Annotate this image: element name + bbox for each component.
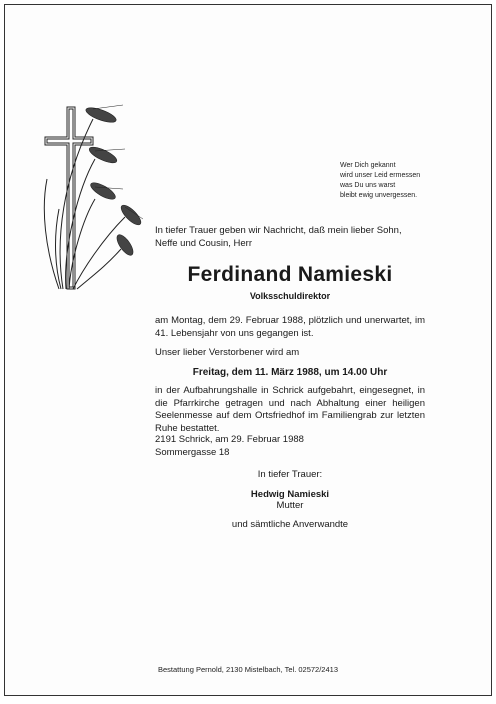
deceased-title: Volksschuldirektor (249, 291, 331, 301)
funeral-intro: Unser lieber Verstorbener wird am (155, 347, 300, 358)
place-line: 2191 Schrick, am 29. Februar 1988 (155, 434, 304, 445)
intro-text: In tiefer Trauer geben wir Nachricht, daß mein lieber Sohn, Neffe und Cousin, Herr (155, 225, 402, 249)
memorial-poem (340, 161, 420, 201)
funeral-date: Freitag, dem 11. März 1988, um 14.00 Uhr (192, 367, 388, 378)
poem-line: wird unser Leid ermessen (340, 172, 421, 179)
address-line: Sommergasse 18 (155, 446, 230, 458)
poem-line: Wer Dich gekannt (340, 162, 396, 169)
obituary-page (4, 4, 492, 696)
mourner (155, 489, 425, 511)
poem-line: bleibt ewig unvergessen. (340, 192, 418, 199)
mourner-name: Hedwig Namieski (250, 489, 330, 500)
place-date (155, 434, 425, 459)
funeral-text: in der Aufbahrungshalle in Schrick aufgebahrt, eingesegnet, in die Pfarrkirche getragen und nach Abhaltung einer heiligen Seelenmesse auf dem Ortsfriedhof im Familiengrab zur letzten Ruhe bestattet. (155, 385, 425, 434)
mourning-label: In tiefer Trauer: (257, 469, 323, 480)
mourner-relation: Mutter (276, 500, 304, 511)
other-relatives: und sämtliche Anverwandte (231, 519, 349, 530)
poem-line: was Du uns warst (340, 182, 396, 189)
death-notice: am Montag, dem 29. Februar 1988, plötzlich und unerwartet, im 41. Lebensjahr von uns gegangen ist. (155, 315, 425, 339)
deceased-name: Ferdinand Namieski (187, 263, 393, 286)
cross-with-wheat-icon (33, 99, 151, 299)
footer-funeral-home: Bestattung Pernold, 2130 Mistelbach, Tel. 02572/2413 (158, 665, 338, 674)
